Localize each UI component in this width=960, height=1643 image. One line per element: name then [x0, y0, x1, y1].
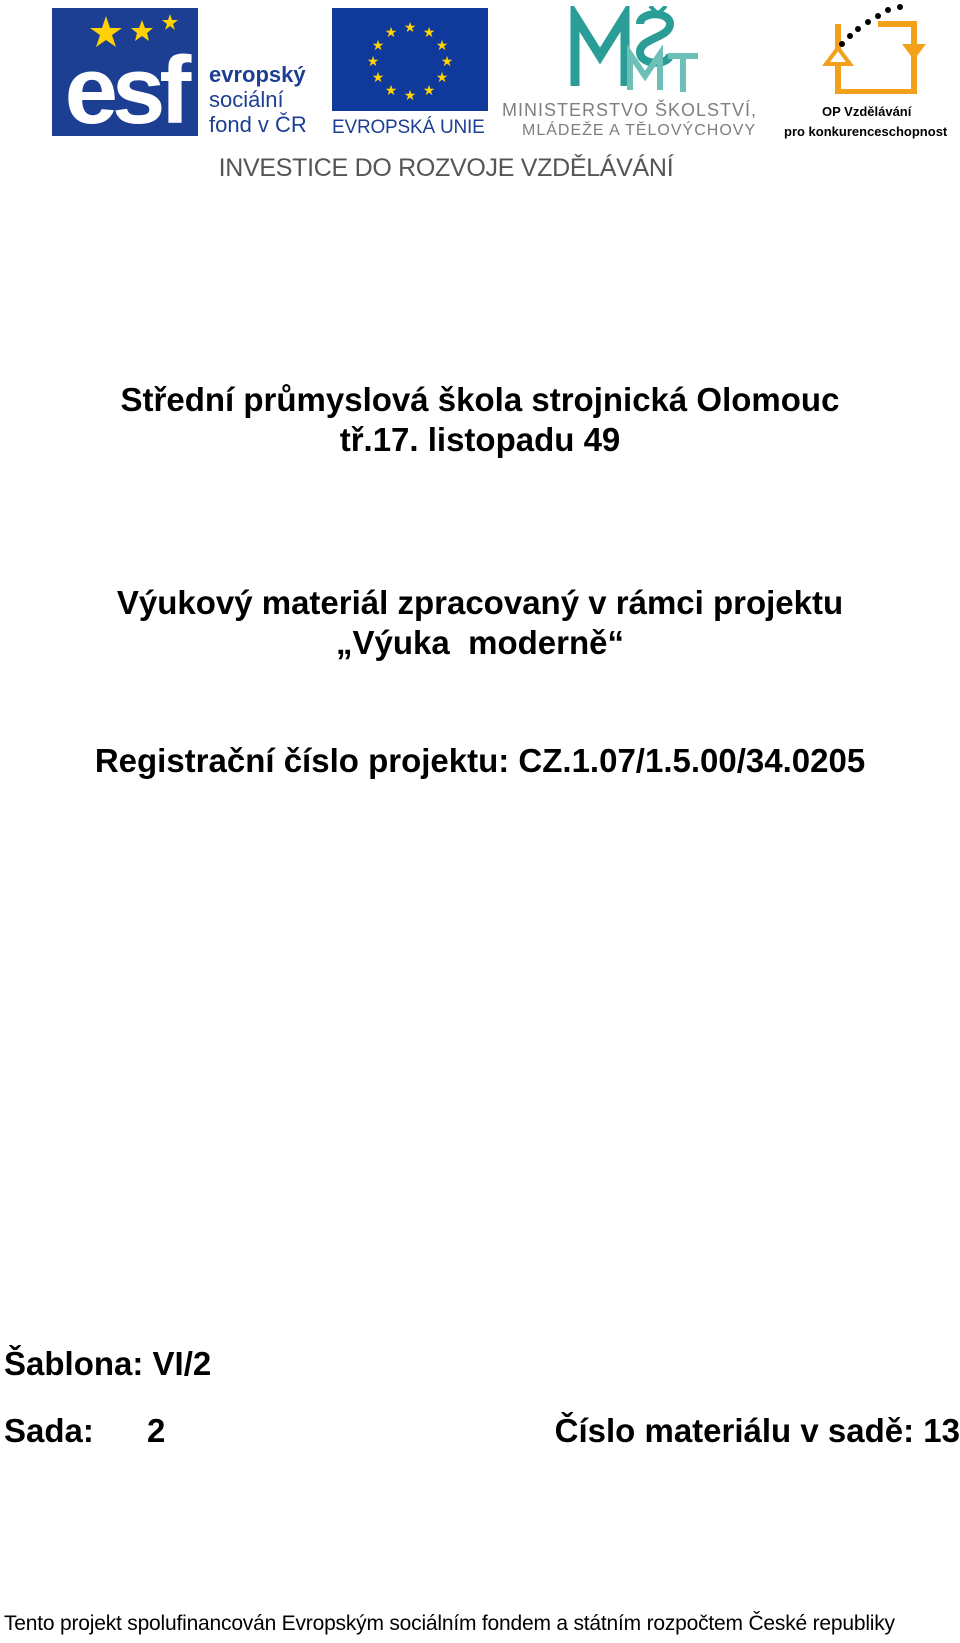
- school-name: Střední průmyslová škola strojnická Olomouc: [120, 381, 840, 418]
- msmt-line1: MINISTERSTVO ŠKOLSTVÍ,: [502, 100, 758, 120]
- svg-text:★: ★: [440, 53, 454, 69]
- project-block: [0, 583, 960, 663]
- svg-text:★: ★: [435, 69, 449, 85]
- svg-text:★: ★: [371, 37, 385, 53]
- registration-number: Registrační číslo projektu: CZ.1.07/1.5.00/34.0205: [94, 742, 866, 779]
- svg-text:★: ★: [422, 24, 436, 40]
- esf-line1: evropský: [209, 62, 306, 87]
- msmt-logo: [500, 6, 770, 139]
- op-line1: OP Vzdělávání: [822, 104, 912, 119]
- msmt-line2: MLÁDEŽE A TĚLOVÝCHOVY: [522, 122, 757, 139]
- svg-text:★: ★: [371, 69, 385, 85]
- svg-text:★: ★: [403, 87, 417, 103]
- svg-text:★: ★: [422, 82, 436, 98]
- school-block: [0, 380, 960, 460]
- svg-text:★: ★: [366, 53, 380, 69]
- esf-logo: [52, 8, 322, 144]
- eu-label: EVROPSKÁ UNIE: [332, 117, 485, 138]
- sada-label: Sada:: [4, 1412, 94, 1449]
- eu-flag: [332, 8, 488, 111]
- eu-logo: [332, 8, 488, 138]
- investice-tagline: INVESTICE DO ROZVOJE VZDĚLÁVÁNÍ: [218, 154, 674, 182]
- sablona-label: Šablona: VI/2: [4, 1345, 212, 1382]
- svg-text:★: ★: [384, 24, 398, 40]
- svg-text:★: ★: [403, 19, 417, 35]
- material-number: Číslo materiálu v sadě: 13: [554, 1412, 960, 1449]
- esf-words: [209, 62, 307, 137]
- eu-stars-icon: [332, 8, 488, 111]
- project-name: „Výuka moderně“: [336, 624, 624, 661]
- footer-note: Tento projekt spolufinancován Evropským sociálním fondem a státním rozpočtem České republiky: [4, 1612, 895, 1635]
- svg-text:★: ★: [435, 37, 449, 53]
- esf-line3: fond v ČR: [209, 112, 307, 137]
- esf-letters: esf: [64, 37, 186, 144]
- msmt-mark-icon: [570, 6, 700, 92]
- esf-line2: sociální: [209, 87, 284, 112]
- sada-value: 2: [147, 1412, 166, 1449]
- op-mark-icon: [818, 4, 928, 94]
- school-address: tř.17. listopadu 49: [339, 421, 621, 458]
- esf-logo-block: [52, 8, 198, 144]
- op-line2: pro konkurenceschopnost: [784, 124, 948, 139]
- project-line1: Výukový materiál zpracovaný v rámci projektu: [116, 584, 844, 621]
- svg-text:★: ★: [384, 82, 398, 98]
- op-logo: [780, 4, 958, 140]
